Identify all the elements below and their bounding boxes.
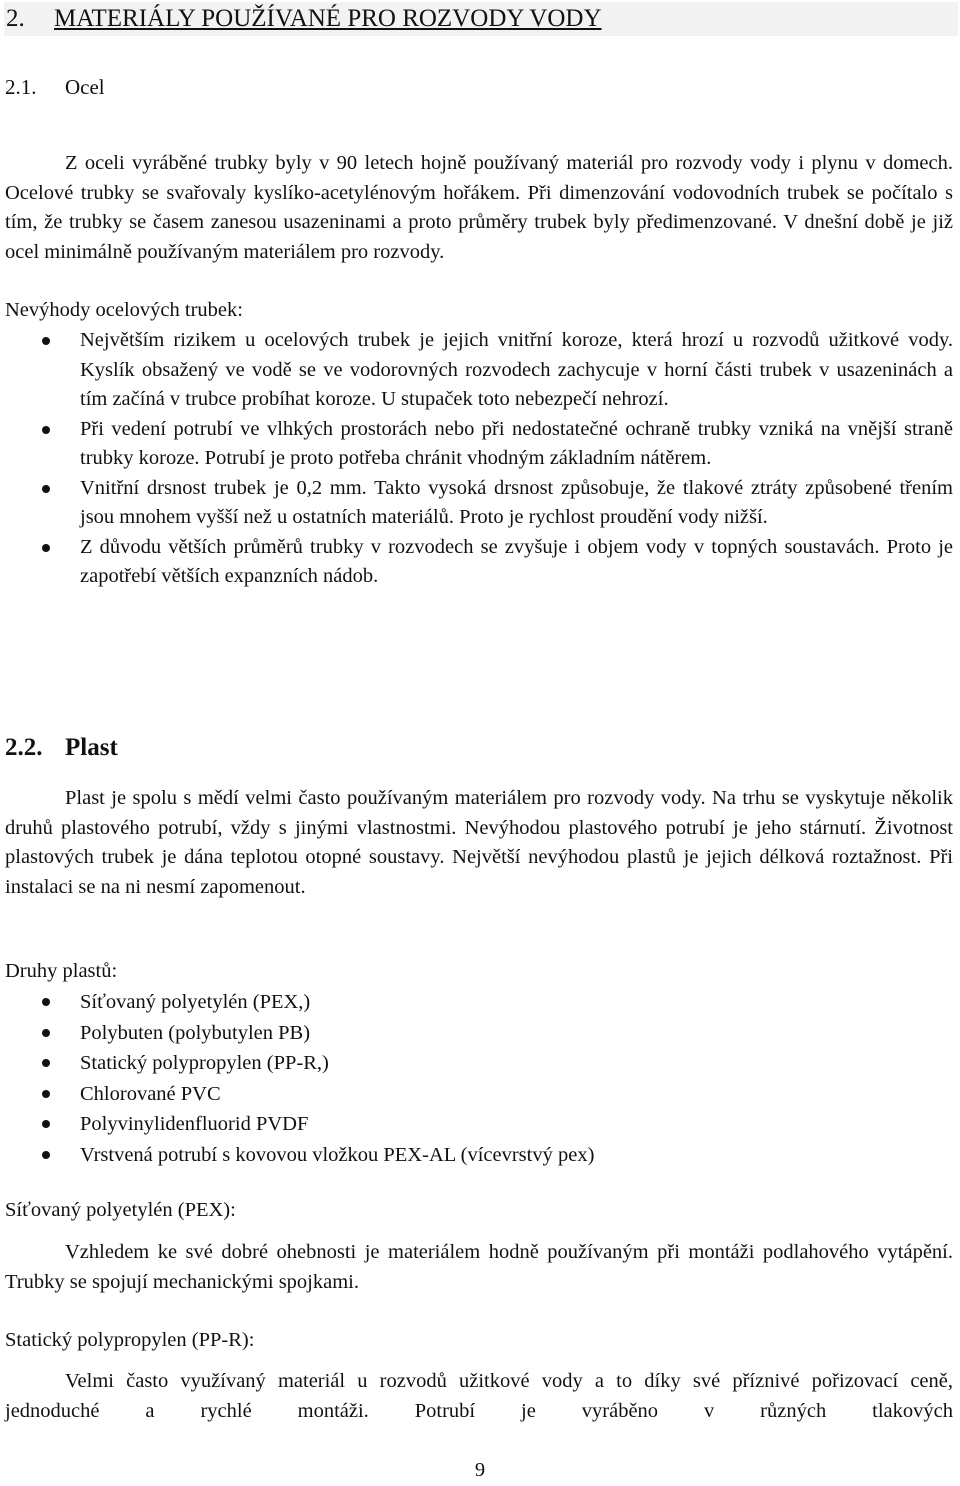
section-title: Plast [65, 734, 118, 761]
list-item: Statický polypropylen (PP-R,) [80, 1048, 953, 1079]
list-item: Při vedení potrubí ve vlhkých prostorách nebo při nedostatečné ochraně trubky vzniká na vnější straně trubky koroze. Potrubí je proto potřeba chránit vhodným základním nátěrem. [80, 415, 953, 474]
bullet-icon [42, 1029, 50, 1037]
section-heading-plastic [5, 732, 118, 764]
section-heading-steel [5, 72, 105, 102]
page-number: 9 [474, 1459, 486, 1481]
bullet-icon [42, 544, 50, 552]
chapter-title: MATERIÁLY POUŽÍVANÉ PRO ROZVODY VODY [54, 5, 602, 32]
steel-paragraph: Z oceli vyráběné trubky byly v 90 letech hojně používaný materiál pro rozvody vody i plynu v domech. Ocelové trubky se svařovaly kyslíko-acetylénovým hořákem. Při dimenzování vodovodních trubek se počítalo s tím, že trubky se časem zanesou usazeninami a proto průměry trubek byly předimenzované. V dnešní době je již ocel minimálně používaným materiálem pro rozvody. [5, 152, 953, 263]
chapter-heading [4, 2, 958, 36]
bullet-icon [42, 426, 50, 434]
list-item: Polyvinylidenfluorid PVDF [80, 1109, 953, 1140]
plastic-paragraph: Plast je spolu s mědí velmi často používaným materiálem pro rozvody vody. Na trhu se vyskytuje několik druhů plastového potrubí, vždy s jinými vlastnostmi. Nevýhodou plastového potrubí je jeho stárnutí. Životnost plastových trubek je dána teplotou otopné soustavy. Největší nevýhodou plastů je jejich délková roztažnost. Při instalaci se na ni nesmí zapomenout. [5, 787, 953, 898]
bullet-icon [42, 485, 50, 493]
list-item: Chlorované PVC [80, 1079, 953, 1110]
bullet-icon [42, 337, 50, 345]
section-number: 2.2. [5, 734, 43, 761]
bullet-icon [42, 1059, 50, 1067]
list-item: Největším rizikem u ocelových trubek je jejich vnitřní koroze, která hrozí u rozvodů užitkové vody. Kyslík obsažený ve vodě se ve vodorovných rozvodech zachycuje v horní části trubek v usazeninách a tím začíná v trubce probíhat koroze. U stupaček toto nebezpečí nehrozí. [80, 326, 953, 415]
plastic-types-label: Druhy plastů: [5, 960, 118, 982]
bullet-icon [42, 1090, 50, 1098]
chapter-number: 2. [6, 5, 25, 32]
steel-disadvantages-label: Nevýhody ocelových trubek: [5, 299, 243, 321]
plastic-types-list [80, 987, 953, 1170]
ppr-paragraph: Velmi často využívaný materiál u rozvodů užitkové vody a to díky své příznivé pořizovací ceně, jednoduché a rychlé montáži. Potrubí je vyráběno v různých tlakových [5, 1370, 953, 1422]
section-title: Ocel [65, 75, 105, 99]
bullet-icon [42, 998, 50, 1006]
list-item: Vnitřní drsnost trubek je 0,2 mm. Takto vysoká drsnost způsobuje, že tlakové ztráty způsobené třením jsou mnohem vyšší než u ostatních materiálů. Proto je rychlost proudění vody nižší. [80, 474, 953, 533]
section-number: 2.1. [5, 75, 37, 99]
list-item: Z důvodu větších průměrů trubky v rozvodech se zvyšuje i objem vody v topných soustavách. Proto je zapotřebí větších expanzních nádob. [80, 533, 953, 592]
bullet-icon [42, 1120, 50, 1128]
bullet-icon [42, 1151, 50, 1159]
list-item: Vrstvená potrubí s kovovou vložkou PEX-AL (vícevrstvý pex) [80, 1140, 953, 1171]
list-item: Polybuten (polybutylen PB) [80, 1018, 953, 1049]
pex-paragraph: Vzhledem ke své dobré ohebnosti je materiálem hodně používaným při montáži podlahového vytápění. Trubky se spojují mechanickými spojkami. [5, 1241, 953, 1293]
ppr-label: Statický polypropylen (PP-R): [5, 1329, 255, 1351]
steel-disadvantages-list [80, 326, 953, 592]
list-item: Síťovaný polyetylén (PEX,) [80, 987, 953, 1018]
pex-label: Síťovaný polyetylén (PEX): [5, 1199, 236, 1221]
